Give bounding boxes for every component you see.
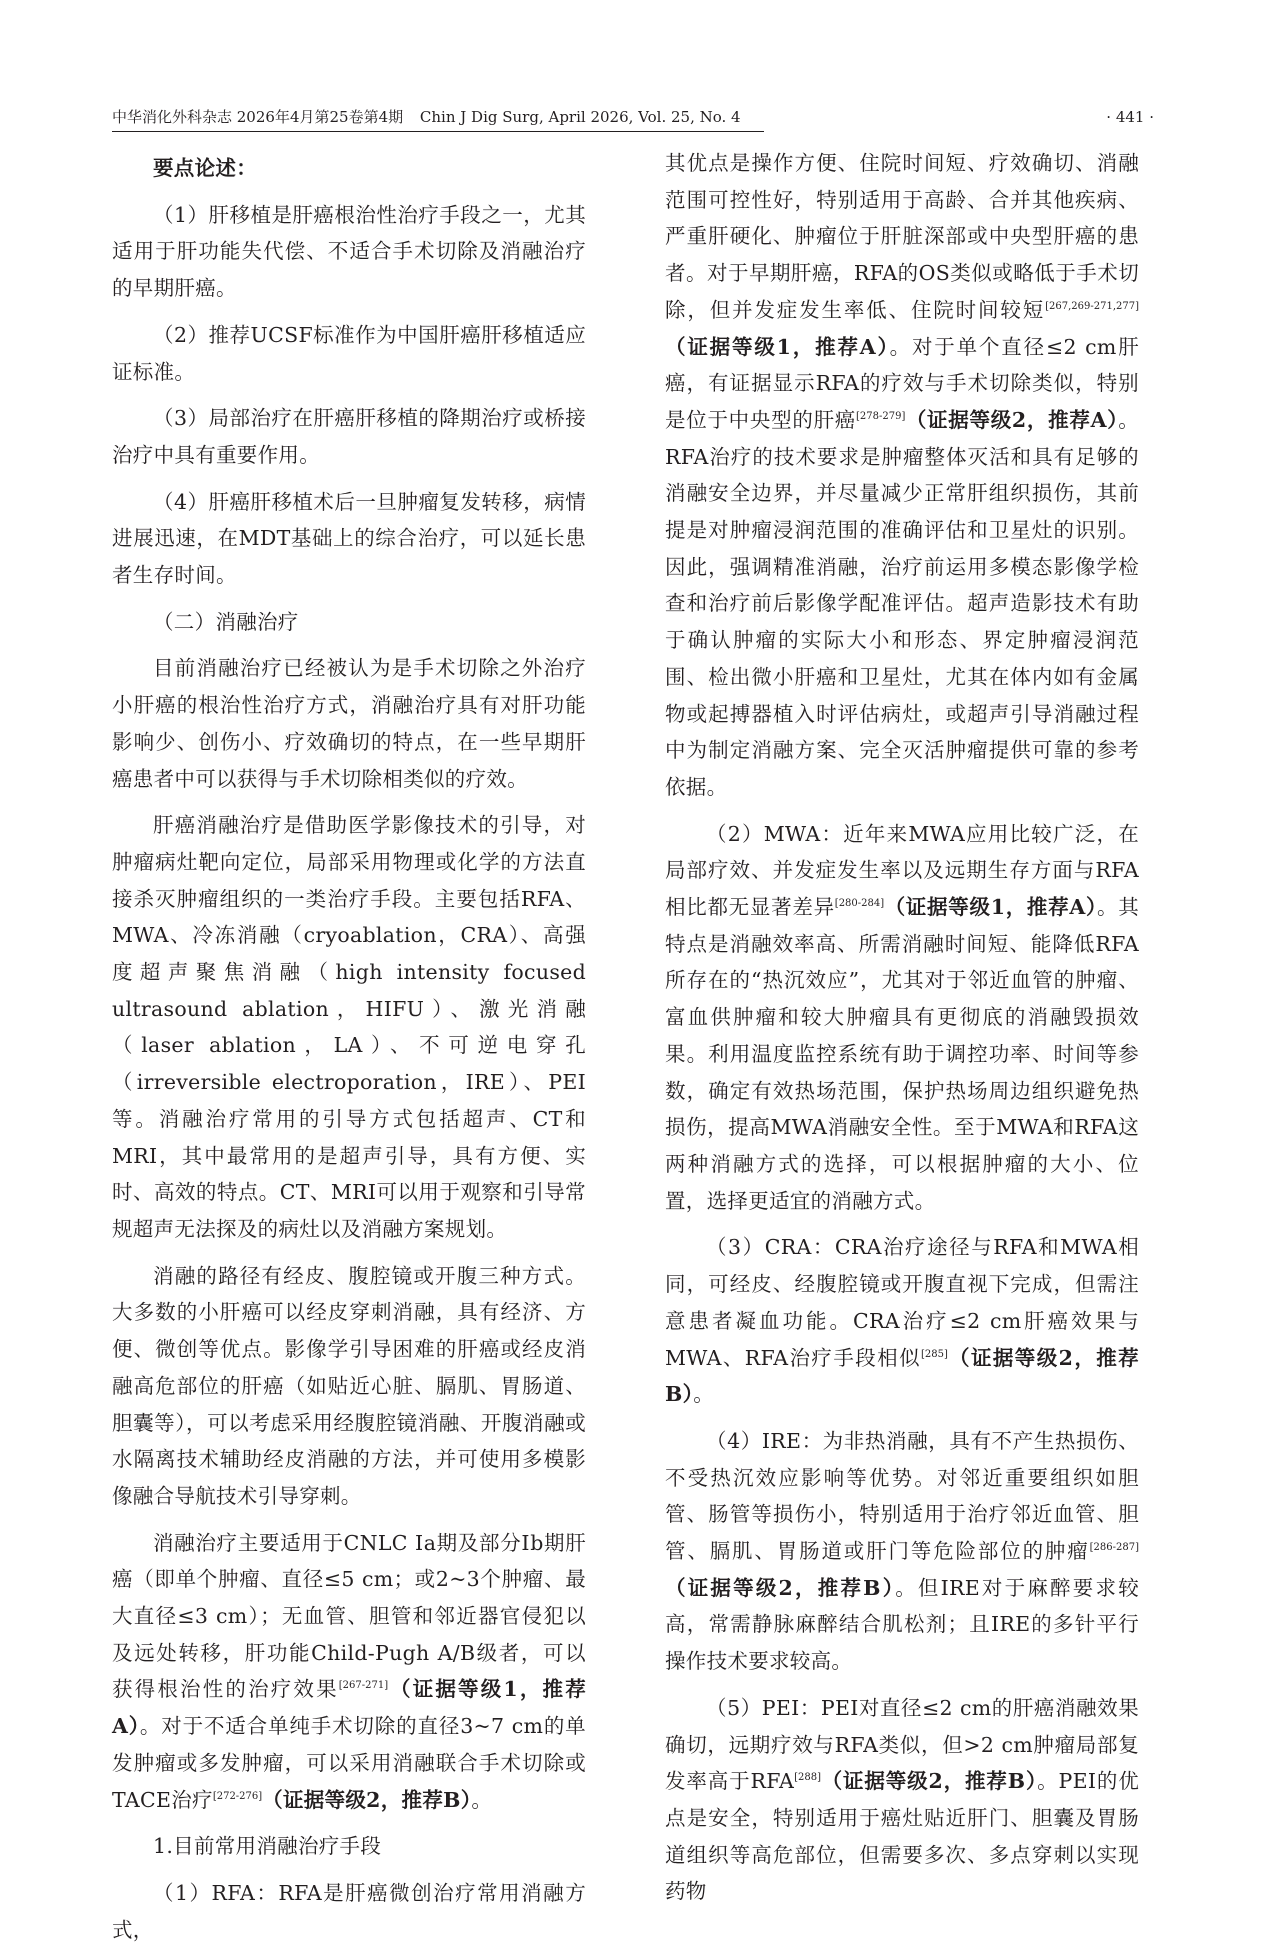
paragraph-ablation-methods: 肝癌消融治疗是借助医学影像技术的引导，对肿瘤病灶靶向定位，局部采用物理或化学的方法直接杀灭肿瘤组织的一类治疗手段。主要包括RFA、MWA、冷冻消融（cryoablation，CRA）、高强度超声聚焦消融（high intensity focused ultrasound ablation，HIFU）、激光消融（laser ablation，LA）、不可逆电穿孔（irreversible electroporation，IRE）、PEI等。消融治疗常用的引导方式包括超声、CT和MRI，其中最常用的是超声引导，具有方便、实时、高效的特点。CT、MRI可以用于观察和引导常规超声无法探及的病灶以及消融方案规划。 (112, 813, 586, 1241)
paragraph-rfa-continued (665, 145, 1139, 806)
paragraph-pei (665, 1690, 1139, 1910)
paragraph-ablation-indications (112, 1525, 586, 1819)
evidence-level: （证据等级1，推荐A） (112, 1677, 587, 1739)
left-column (112, 150, 586, 1958)
text-run: （3）CRA：CRA治疗途径与RFA和MWA相同，可经皮、经腹腔镜或开腹直视下完成，但需注意患者凝血功能。CRA治疗≤2 cm肝癌效果与MWA、RFA治疗手段相似 (665, 1235, 1139, 1370)
paragraph-rfa-start: （1）RFA：RFA是肝癌微创治疗常用消融方式， (112, 1880, 586, 1942)
key-point-1: （1）肝移植是肝癌根治性治疗手段之一，尤其适用于肝功能失代偿、不适合手术切除及消融治疗的早期肝癌。 (112, 202, 586, 301)
text-run: 。PEI的优点是安全，特别适用于癌灶贴近肝门、胆囊及胃肠道组织等高危部位，但需要多次、多点穿刺以实现药物 (665, 1769, 1140, 1904)
page-number: · 441 · (1106, 108, 1154, 126)
paragraph-cra (665, 1229, 1139, 1413)
text-run: 其优点是操作方便、住院时间短、疗效确切、消融范围可控性好，特别适用于高龄、合并其他疾病、严重肝硬化、肿瘤位于肝脏深部或中央型肝癌的患者。对于早期肝癌，RFA的OS类似或略低于手术切除，但并发症发生率低、住院时间较短 (665, 151, 1139, 322)
key-point-2: （2）推荐UCSF标准作为中国肝癌肝移植适应证标准。 (112, 322, 586, 384)
paragraph-ablation-routes: 消融的路径有经皮、腹腔镜或开腹三种方式。大多数的小肝癌可以经皮穿刺消融，具有经济、方便、微创等优点。影像学引导困难的肝癌或经皮消融高危部位的肝癌（如贴近心脏、膈肌、胃肠道、胆囊等），可以考虑采用经腹腔镜消融、开腹消融或水隔离技术辅助经皮消融的方法，并可使用多模影像融合导航技术引导穿刺。 (112, 1263, 586, 1508)
evidence-level: （证据等级2，推荐B） (665, 1345, 1139, 1407)
citation-ref: [267-271] (338, 1680, 389, 1692)
citation-ref: [278-279] (856, 411, 906, 423)
citation-ref: [288] (794, 1772, 821, 1784)
text-run: （2）MWA：近年来MWA应用比较广泛，在局部疗效、并发症发生率以及远期生存方面与RFA相比都无显著差异 (665, 821, 1139, 920)
key-points-title: 要点论述： (153, 156, 257, 180)
text-run: 。其特点是消融效率高、所需消融时间短、能降低RFA所存在的“热沉效应”，尤其对于邻近血管的肿瘤、富血供肿瘤和较大肿瘤具有更彻底的消融毁损效果。利用温度监控系统有助于调控功率、时间等参数，确定有效热场范围，保护热场周边组织避免热损伤，提高MWA消融安全性。至于MWA和RFA这两种消融方式的选择，可以根据肿瘤的大小、位置，选择更适宜的消融方式。 (665, 895, 1139, 1213)
journal-citation (112, 100, 753, 134)
running-header (112, 100, 1164, 134)
evidence-level: （证据等级1，推荐A） (884, 895, 1097, 920)
evidence-level: （证据等级2，推荐B） (665, 1575, 896, 1600)
text-run: 。对于不适合单纯手术切除的直径3~7 cm的单发肿瘤或多发肿瘤，可以采用消融联合手术切除或TACE治疗 (112, 1714, 586, 1812)
evidence-level: （证据等级2，推荐B） (262, 1787, 472, 1812)
journal-name-cn: 中华消化外科杂志 2026年4月第25卷第4期 (112, 108, 404, 126)
citation-ref: [286-287] (1089, 1542, 1139, 1554)
citation-ref: [280-284] (834, 898, 885, 910)
evidence-level: （证据等级2，推荐A） (905, 407, 1119, 432)
evidence-level: （证据等级1，推荐A） (665, 334, 890, 359)
paragraph-ire (665, 1423, 1139, 1680)
citation-ref: [267,269-271,277] (1045, 300, 1139, 312)
text-run: 。 (471, 1787, 493, 1812)
text-run: 。对于单个直径≤2 cm肝癌，有证据显示RFA的疗效与手术切除类似，特别是位于中央型的肝癌 (665, 334, 1140, 432)
citation-ref: [272-276] (212, 1790, 263, 1802)
paragraph-ablation-intro: 目前消融治疗已经被认为是手术切除之外治疗小肝癌的根治性治疗方式，消融治疗具有对肝功能影响少、创伤小、疗效确切的特点，在一些早期肝癌患者中可以获得与手术切除相类似的疗效。 (112, 656, 586, 791)
subsection-title: 1.目前常用消融治疗手段 (153, 1834, 382, 1859)
key-point-4: （4）肝癌肝移植术后一旦肿瘤复发转移，病情进展迅速，在MDT基础上的综合治疗，可以延长患者生存时间。 (112, 489, 586, 588)
right-column (665, 145, 1139, 1920)
header-rule (112, 131, 764, 132)
text-run: 消融治疗主要适用于CNLC Ⅰa期及部分Ⅰb期肝癌（即单个肿瘤、直径≤5 cm；或2~3个肿瘤、最大直径≤3 cm）；无血管、胆管和邻近器官侵犯以及远处转移，肝功能Child-Pugh A/B级者，可以获得根治性的治疗效果 (112, 1530, 586, 1702)
text-run: 。但IRE对于麻醉要求较高，常需静脉麻醉结合肌松剂；且IRE的多针平行操作技术要求较高。 (665, 1575, 1139, 1674)
journal-name-en: Chin J Dig Surg, April 2026, Vol. 25, No. 4 (419, 108, 741, 126)
key-point-3: （3）局部治疗在肝癌肝移植的降期治疗或桥接治疗中具有重要作用。 (112, 406, 586, 467)
section-title-ablation: （二）消融治疗 (153, 609, 299, 634)
citation-ref: [285] (921, 1348, 948, 1360)
paragraph-mwa (665, 816, 1139, 1220)
evidence-level: （证据等级2，推荐B） (821, 1769, 1038, 1794)
text-run: 。RFA治疗的技术要求是肿瘤整体灭活和具有足够的消融安全边界，并尽量减少正常肝组织损伤，其前提是对肿瘤浸润范围的准确评估和卫星灶的识别。因此，强调精准消融，治疗前运用多模态影像学检查和治疗前后影像学配准评估。超声造影技术有助于确认肿瘤的实际大小和形态、界定肿瘤浸润范围、检出微小肝癌和卫星灶，尤其在体内如有金属物或起搏器植入时评估病灶，或超声引导消融过程中为制定消融方案、完全灭活肿瘤提供可靠的参考依据。 (665, 407, 1140, 799)
text-run: （4）IRE：为非热消融，具有不产生热损伤、不受热沉效应影响等优势。对邻近重要组织如胆管、肠管等损伤小，特别适用于治疗邻近血管、胆管、膈肌、胃肠道或肝门等危险部位的肿瘤 (665, 1428, 1139, 1564)
text-run: 。 (693, 1382, 714, 1407)
text-run: （5）PEI：PEI对直径≤2 cm的肝癌消融效果确切，远期疗效与RFA类似，但>2 cm肿瘤局部复发率高于RFA (665, 1695, 1139, 1794)
